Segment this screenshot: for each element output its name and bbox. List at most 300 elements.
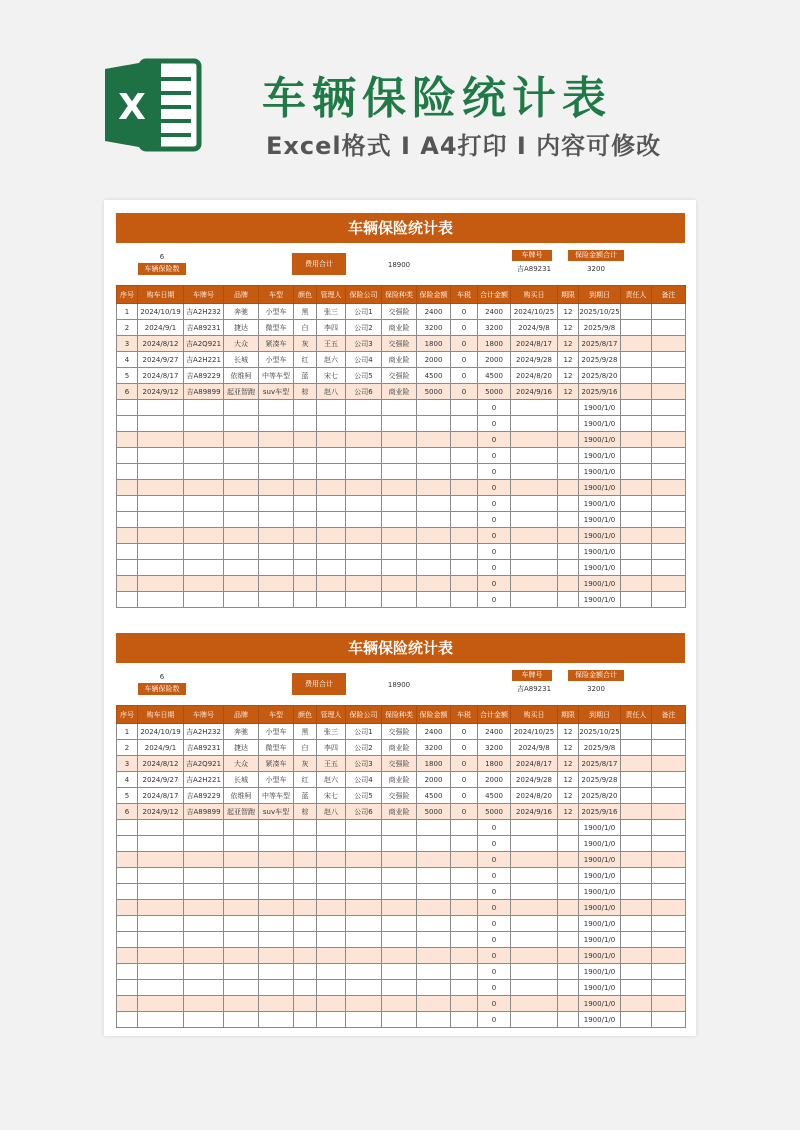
table-cell[interactable] [259, 996, 294, 1012]
table-cell[interactable] [382, 496, 417, 512]
table-cell[interactable] [417, 900, 451, 916]
table-cell[interactable] [382, 592, 417, 608]
table-cell[interactable] [652, 384, 686, 400]
table-cell[interactable] [346, 964, 382, 980]
table-cell[interactable]: 5000 [417, 804, 451, 820]
table-cell[interactable] [621, 544, 652, 560]
table-cell[interactable] [511, 448, 558, 464]
table-cell[interactable] [652, 740, 686, 756]
table-cell[interactable] [382, 884, 417, 900]
table-cell[interactable] [259, 576, 294, 592]
table-cell[interactable] [184, 432, 224, 448]
table-cell[interactable] [451, 900, 478, 916]
table-cell[interactable]: 1900/1/0 [579, 480, 621, 496]
table-cell[interactable] [184, 400, 224, 416]
table-cell[interactable]: 0 [478, 836, 511, 852]
table-cell[interactable] [621, 480, 652, 496]
table-cell[interactable] [621, 1012, 652, 1028]
table-cell[interactable] [652, 592, 686, 608]
table-cell[interactable] [259, 496, 294, 512]
table-cell[interactable]: 2024/9/16 [511, 384, 558, 400]
table-cell[interactable]: 张三 [317, 724, 346, 740]
table-cell[interactable]: 0 [478, 576, 511, 592]
table-cell[interactable]: 2400 [478, 304, 511, 320]
table-cell[interactable]: 2024/9/28 [511, 772, 558, 788]
table-cell[interactable] [511, 480, 558, 496]
table-cell[interactable] [117, 592, 138, 608]
table-cell[interactable]: 0 [478, 852, 511, 868]
table-cell[interactable] [417, 432, 451, 448]
table-cell[interactable]: 起亚智跑 [224, 384, 259, 400]
table-cell[interactable]: 1900/1/0 [579, 576, 621, 592]
table-cell[interactable] [138, 464, 184, 480]
table-cell[interactable]: 12 [558, 788, 579, 804]
table-cell[interactable] [451, 528, 478, 544]
table-cell[interactable]: 2025/10/25 [579, 724, 621, 740]
table-cell[interactable] [382, 560, 417, 576]
table-cell[interactable] [224, 480, 259, 496]
table-cell[interactable] [417, 496, 451, 512]
table-cell[interactable]: 12 [558, 368, 579, 384]
table-cell[interactable]: 赵六 [317, 772, 346, 788]
table-cell[interactable] [317, 528, 346, 544]
table-cell[interactable]: 公司2 [346, 320, 382, 336]
table-cell[interactable] [451, 432, 478, 448]
table-cell[interactable] [558, 496, 579, 512]
table-cell[interactable]: 0 [478, 432, 511, 448]
table-cell[interactable] [621, 804, 652, 820]
table-cell[interactable] [294, 884, 317, 900]
table-cell[interactable]: 2024/9/8 [511, 320, 558, 336]
table-cell[interactable]: 2025/8/17 [579, 756, 621, 772]
table-cell[interactable] [451, 820, 478, 836]
table-cell[interactable] [346, 544, 382, 560]
table-cell[interactable] [382, 480, 417, 496]
table-cell[interactable] [511, 544, 558, 560]
table-cell[interactable]: 0 [451, 320, 478, 336]
table-cell[interactable]: 3200 [417, 740, 451, 756]
table-cell[interactable] [138, 576, 184, 592]
table-cell[interactable] [317, 884, 346, 900]
table-cell[interactable] [451, 980, 478, 996]
table-cell[interactable]: 0 [451, 336, 478, 352]
table-cell[interactable] [259, 900, 294, 916]
table-cell[interactable] [558, 900, 579, 916]
table-cell[interactable] [117, 464, 138, 480]
table-cell[interactable]: 2400 [417, 304, 451, 320]
table-cell[interactable] [224, 964, 259, 980]
table-cell[interactable] [621, 496, 652, 512]
table-cell[interactable]: 吉A89231 [184, 320, 224, 336]
table-cell[interactable] [652, 320, 686, 336]
table-cell[interactable] [138, 528, 184, 544]
table-cell[interactable]: 0 [478, 464, 511, 480]
table-cell[interactable] [317, 432, 346, 448]
table-cell[interactable]: 2 [117, 320, 138, 336]
table-cell[interactable]: 公司6 [346, 384, 382, 400]
table-cell[interactable]: 李四 [317, 320, 346, 336]
table-cell[interactable] [317, 948, 346, 964]
table-cell[interactable]: 2000 [478, 352, 511, 368]
table-cell[interactable] [511, 496, 558, 512]
table-cell[interactable] [294, 900, 317, 916]
table-cell[interactable] [259, 980, 294, 996]
table-cell[interactable] [317, 836, 346, 852]
table-cell[interactable] [558, 1012, 579, 1028]
table-cell[interactable]: 1900/1/0 [579, 1012, 621, 1028]
table-cell[interactable] [317, 512, 346, 528]
table-cell[interactable]: 公司4 [346, 352, 382, 368]
table-cell[interactable]: 吉A2H221 [184, 352, 224, 368]
table-cell[interactable]: 依维柯 [224, 368, 259, 384]
table-cell[interactable]: 吉A2H232 [184, 724, 224, 740]
table-cell[interactable] [451, 964, 478, 980]
table-cell[interactable] [224, 560, 259, 576]
table-cell[interactable] [621, 336, 652, 352]
table-cell[interactable] [346, 852, 382, 868]
table-cell[interactable] [451, 1012, 478, 1028]
table-cell[interactable]: 12 [558, 304, 579, 320]
table-cell[interactable] [621, 528, 652, 544]
table-cell[interactable] [652, 560, 686, 576]
table-cell[interactable] [382, 980, 417, 996]
table-cell[interactable]: 王五 [317, 756, 346, 772]
table-cell[interactable] [259, 852, 294, 868]
table-cell[interactable] [417, 916, 451, 932]
table-cell[interactable] [451, 852, 478, 868]
table-cell[interactable] [558, 560, 579, 576]
table-cell[interactable] [451, 400, 478, 416]
table-cell[interactable] [652, 820, 686, 836]
table-cell[interactable] [621, 576, 652, 592]
table-cell[interactable]: 3 [117, 756, 138, 772]
table-cell[interactable]: 张三 [317, 304, 346, 320]
table-cell[interactable] [382, 576, 417, 592]
table-cell[interactable] [621, 900, 652, 916]
table-cell[interactable] [346, 528, 382, 544]
table-cell[interactable] [417, 448, 451, 464]
table-cell[interactable] [117, 868, 138, 884]
table-cell[interactable] [652, 804, 686, 820]
table-cell[interactable] [621, 996, 652, 1012]
table-cell[interactable]: 1900/1/0 [579, 916, 621, 932]
table-cell[interactable] [224, 400, 259, 416]
table-cell[interactable] [511, 868, 558, 884]
table-cell[interactable] [621, 772, 652, 788]
table-cell[interactable]: 商业险 [382, 320, 417, 336]
table-cell[interactable] [184, 448, 224, 464]
table-cell[interactable] [558, 868, 579, 884]
table-cell[interactable]: 0 [478, 1012, 511, 1028]
table-cell[interactable] [224, 1012, 259, 1028]
table-cell[interactable]: 0 [451, 788, 478, 804]
table-cell[interactable]: 捷达 [224, 320, 259, 336]
table-cell[interactable] [417, 592, 451, 608]
table-cell[interactable] [346, 868, 382, 884]
table-cell[interactable] [138, 400, 184, 416]
table-cell[interactable] [511, 416, 558, 432]
table-cell[interactable] [558, 528, 579, 544]
table-cell[interactable] [224, 544, 259, 560]
table-cell[interactable]: 0 [451, 724, 478, 740]
table-cell[interactable] [451, 496, 478, 512]
table-cell[interactable]: 2024/9/16 [511, 804, 558, 820]
table-cell[interactable] [224, 852, 259, 868]
table-cell[interactable]: 2 [117, 740, 138, 756]
table-cell[interactable] [138, 996, 184, 1012]
table-cell[interactable] [558, 852, 579, 868]
table-cell[interactable] [511, 932, 558, 948]
table-cell[interactable] [382, 916, 417, 932]
table-cell[interactable]: 1800 [417, 336, 451, 352]
table-cell[interactable]: 1 [117, 304, 138, 320]
table-cell[interactable] [558, 448, 579, 464]
table-cell[interactable]: 2024/8/20 [511, 368, 558, 384]
table-cell[interactable] [224, 932, 259, 948]
table-cell[interactable] [184, 592, 224, 608]
table-cell[interactable] [511, 948, 558, 964]
table-cell[interactable] [511, 560, 558, 576]
table-cell[interactable] [451, 576, 478, 592]
table-cell[interactable] [417, 932, 451, 948]
table-cell[interactable]: 白 [294, 320, 317, 336]
table-cell[interactable]: 中等车型 [259, 368, 294, 384]
table-cell[interactable]: 捷达 [224, 740, 259, 756]
table-cell[interactable] [621, 416, 652, 432]
table-cell[interactable] [511, 432, 558, 448]
table-cell[interactable] [294, 932, 317, 948]
table-cell[interactable] [621, 724, 652, 740]
table-cell[interactable]: 4500 [417, 788, 451, 804]
table-cell[interactable] [138, 592, 184, 608]
table-cell[interactable] [184, 836, 224, 852]
table-cell[interactable] [451, 932, 478, 948]
table-cell[interactable] [259, 560, 294, 576]
table-cell[interactable] [511, 576, 558, 592]
table-cell[interactable]: 棕 [294, 384, 317, 400]
table-cell[interactable] [346, 576, 382, 592]
table-cell[interactable] [259, 868, 294, 884]
table-cell[interactable]: 0 [451, 352, 478, 368]
table-cell[interactable] [317, 980, 346, 996]
table-cell[interactable] [417, 544, 451, 560]
table-cell[interactable] [138, 932, 184, 948]
table-cell[interactable] [451, 836, 478, 852]
table-cell[interactable] [317, 852, 346, 868]
table-cell[interactable]: 2025/8/20 [579, 368, 621, 384]
table-cell[interactable]: 0 [478, 592, 511, 608]
table-cell[interactable] [294, 1012, 317, 1028]
table-cell[interactable]: 灰 [294, 336, 317, 352]
table-cell[interactable] [259, 836, 294, 852]
table-cell[interactable]: 1900/1/0 [579, 528, 621, 544]
table-cell[interactable] [346, 948, 382, 964]
table-cell[interactable] [417, 560, 451, 576]
table-cell[interactable] [382, 512, 417, 528]
table-cell[interactable] [294, 996, 317, 1012]
table-cell[interactable] [346, 884, 382, 900]
table-cell[interactable] [451, 448, 478, 464]
table-cell[interactable]: 吉A89899 [184, 804, 224, 820]
table-cell[interactable]: 3 [117, 336, 138, 352]
table-cell[interactable] [621, 836, 652, 852]
table-cell[interactable] [224, 576, 259, 592]
table-cell[interactable] [558, 400, 579, 416]
table-cell[interactable]: 4 [117, 352, 138, 368]
table-cell[interactable]: 黑 [294, 304, 317, 320]
table-cell[interactable] [317, 448, 346, 464]
table-cell[interactable]: 1900/1/0 [579, 448, 621, 464]
table-cell[interactable] [652, 900, 686, 916]
table-cell[interactable]: 1900/1/0 [579, 820, 621, 836]
table-cell[interactable]: 2024/10/25 [511, 724, 558, 740]
table-cell[interactable] [382, 964, 417, 980]
table-cell[interactable]: 1900/1/0 [579, 496, 621, 512]
table-cell[interactable] [317, 1012, 346, 1028]
table-cell[interactable] [294, 448, 317, 464]
table-cell[interactable] [382, 996, 417, 1012]
table-cell[interactable]: 公司1 [346, 724, 382, 740]
table-cell[interactable] [138, 560, 184, 576]
table-cell[interactable]: 公司5 [346, 368, 382, 384]
table-cell[interactable] [224, 868, 259, 884]
table-cell[interactable]: 0 [451, 756, 478, 772]
table-cell[interactable]: 2024/8/17 [138, 788, 184, 804]
table-cell[interactable] [346, 496, 382, 512]
table-cell[interactable]: 2024/9/12 [138, 384, 184, 400]
table-cell[interactable]: 2024/8/17 [511, 336, 558, 352]
table-cell[interactable]: 小型车 [259, 772, 294, 788]
table-cell[interactable] [259, 592, 294, 608]
table-cell[interactable] [511, 884, 558, 900]
table-cell[interactable] [317, 996, 346, 1012]
table-cell[interactable]: 宋七 [317, 788, 346, 804]
table-cell[interactable] [451, 884, 478, 900]
table-cell[interactable] [652, 980, 686, 996]
table-cell[interactable] [621, 448, 652, 464]
table-cell[interactable] [558, 544, 579, 560]
table-cell[interactable] [621, 592, 652, 608]
table-cell[interactable] [117, 852, 138, 868]
table-cell[interactable]: 白 [294, 740, 317, 756]
table-cell[interactable] [117, 496, 138, 512]
table-cell[interactable]: 1900/1/0 [579, 884, 621, 900]
table-cell[interactable] [558, 820, 579, 836]
table-cell[interactable]: 0 [478, 544, 511, 560]
table-cell[interactable]: 0 [478, 996, 511, 1012]
table-cell[interactable] [382, 1012, 417, 1028]
table-cell[interactable] [346, 900, 382, 916]
table-cell[interactable] [259, 528, 294, 544]
table-cell[interactable]: 0 [478, 964, 511, 980]
table-cell[interactable]: 1900/1/0 [579, 900, 621, 916]
table-cell[interactable] [652, 724, 686, 740]
table-cell[interactable] [138, 480, 184, 496]
table-cell[interactable]: 0 [478, 916, 511, 932]
table-cell[interactable]: 0 [478, 900, 511, 916]
table-cell[interactable] [294, 400, 317, 416]
table-cell[interactable] [451, 544, 478, 560]
table-cell[interactable] [294, 512, 317, 528]
table-cell[interactable] [259, 884, 294, 900]
table-cell[interactable] [138, 416, 184, 432]
table-cell[interactable]: 2024/9/27 [138, 772, 184, 788]
table-cell[interactable] [259, 512, 294, 528]
table-cell[interactable]: 紧凑车 [259, 756, 294, 772]
table-cell[interactable] [652, 1012, 686, 1028]
table-cell[interactable] [652, 336, 686, 352]
table-cell[interactable] [451, 916, 478, 932]
table-cell[interactable]: 2024/8/17 [511, 756, 558, 772]
table-cell[interactable] [117, 964, 138, 980]
table-cell[interactable] [117, 576, 138, 592]
table-cell[interactable] [451, 480, 478, 496]
table-cell[interactable]: 0 [451, 804, 478, 820]
table-cell[interactable]: 吉A89229 [184, 368, 224, 384]
table-cell[interactable] [417, 480, 451, 496]
table-cell[interactable] [346, 1012, 382, 1028]
table-cell[interactable] [117, 900, 138, 916]
table-cell[interactable]: 12 [558, 724, 579, 740]
table-cell[interactable] [417, 884, 451, 900]
table-cell[interactable] [558, 592, 579, 608]
table-cell[interactable]: 0 [451, 772, 478, 788]
table-cell[interactable]: 12 [558, 320, 579, 336]
table-cell[interactable] [511, 464, 558, 480]
table-cell[interactable]: 宋七 [317, 368, 346, 384]
table-cell[interactable]: 0 [478, 512, 511, 528]
table-cell[interactable]: 大众 [224, 756, 259, 772]
table-cell[interactable]: 2400 [417, 724, 451, 740]
table-cell[interactable] [317, 496, 346, 512]
table-cell[interactable] [346, 820, 382, 836]
table-cell[interactable] [621, 852, 652, 868]
table-cell[interactable]: 12 [558, 740, 579, 756]
table-cell[interactable]: 蓝 [294, 788, 317, 804]
table-cell[interactable] [259, 544, 294, 560]
table-cell[interactable]: 0 [451, 304, 478, 320]
table-cell[interactable]: 4500 [417, 368, 451, 384]
table-cell[interactable] [294, 980, 317, 996]
table-cell[interactable]: 0 [478, 980, 511, 996]
table-cell[interactable]: 1900/1/0 [579, 416, 621, 432]
table-cell[interactable]: 2024/8/17 [138, 368, 184, 384]
table-cell[interactable] [294, 820, 317, 836]
table-cell[interactable]: 1800 [478, 336, 511, 352]
table-cell[interactable] [346, 560, 382, 576]
table-cell[interactable] [224, 496, 259, 512]
table-cell[interactable] [451, 512, 478, 528]
table-cell[interactable]: 交强险 [382, 336, 417, 352]
table-cell[interactable]: 吉A2Q921 [184, 756, 224, 772]
table-cell[interactable]: 2025/9/8 [579, 740, 621, 756]
table-cell[interactable] [346, 836, 382, 852]
table-cell[interactable] [259, 464, 294, 480]
table-cell[interactable] [511, 964, 558, 980]
table-cell[interactable]: 1800 [478, 756, 511, 772]
table-cell[interactable] [117, 416, 138, 432]
table-cell[interactable] [382, 820, 417, 836]
table-cell[interactable] [224, 900, 259, 916]
table-cell[interactable] [346, 416, 382, 432]
table-cell[interactable] [294, 852, 317, 868]
table-cell[interactable]: 吉A2H221 [184, 772, 224, 788]
table-cell[interactable] [382, 852, 417, 868]
table-cell[interactable]: 1900/1/0 [579, 544, 621, 560]
table-cell[interactable] [294, 916, 317, 932]
table-cell[interactable] [117, 512, 138, 528]
table-cell[interactable] [417, 400, 451, 416]
